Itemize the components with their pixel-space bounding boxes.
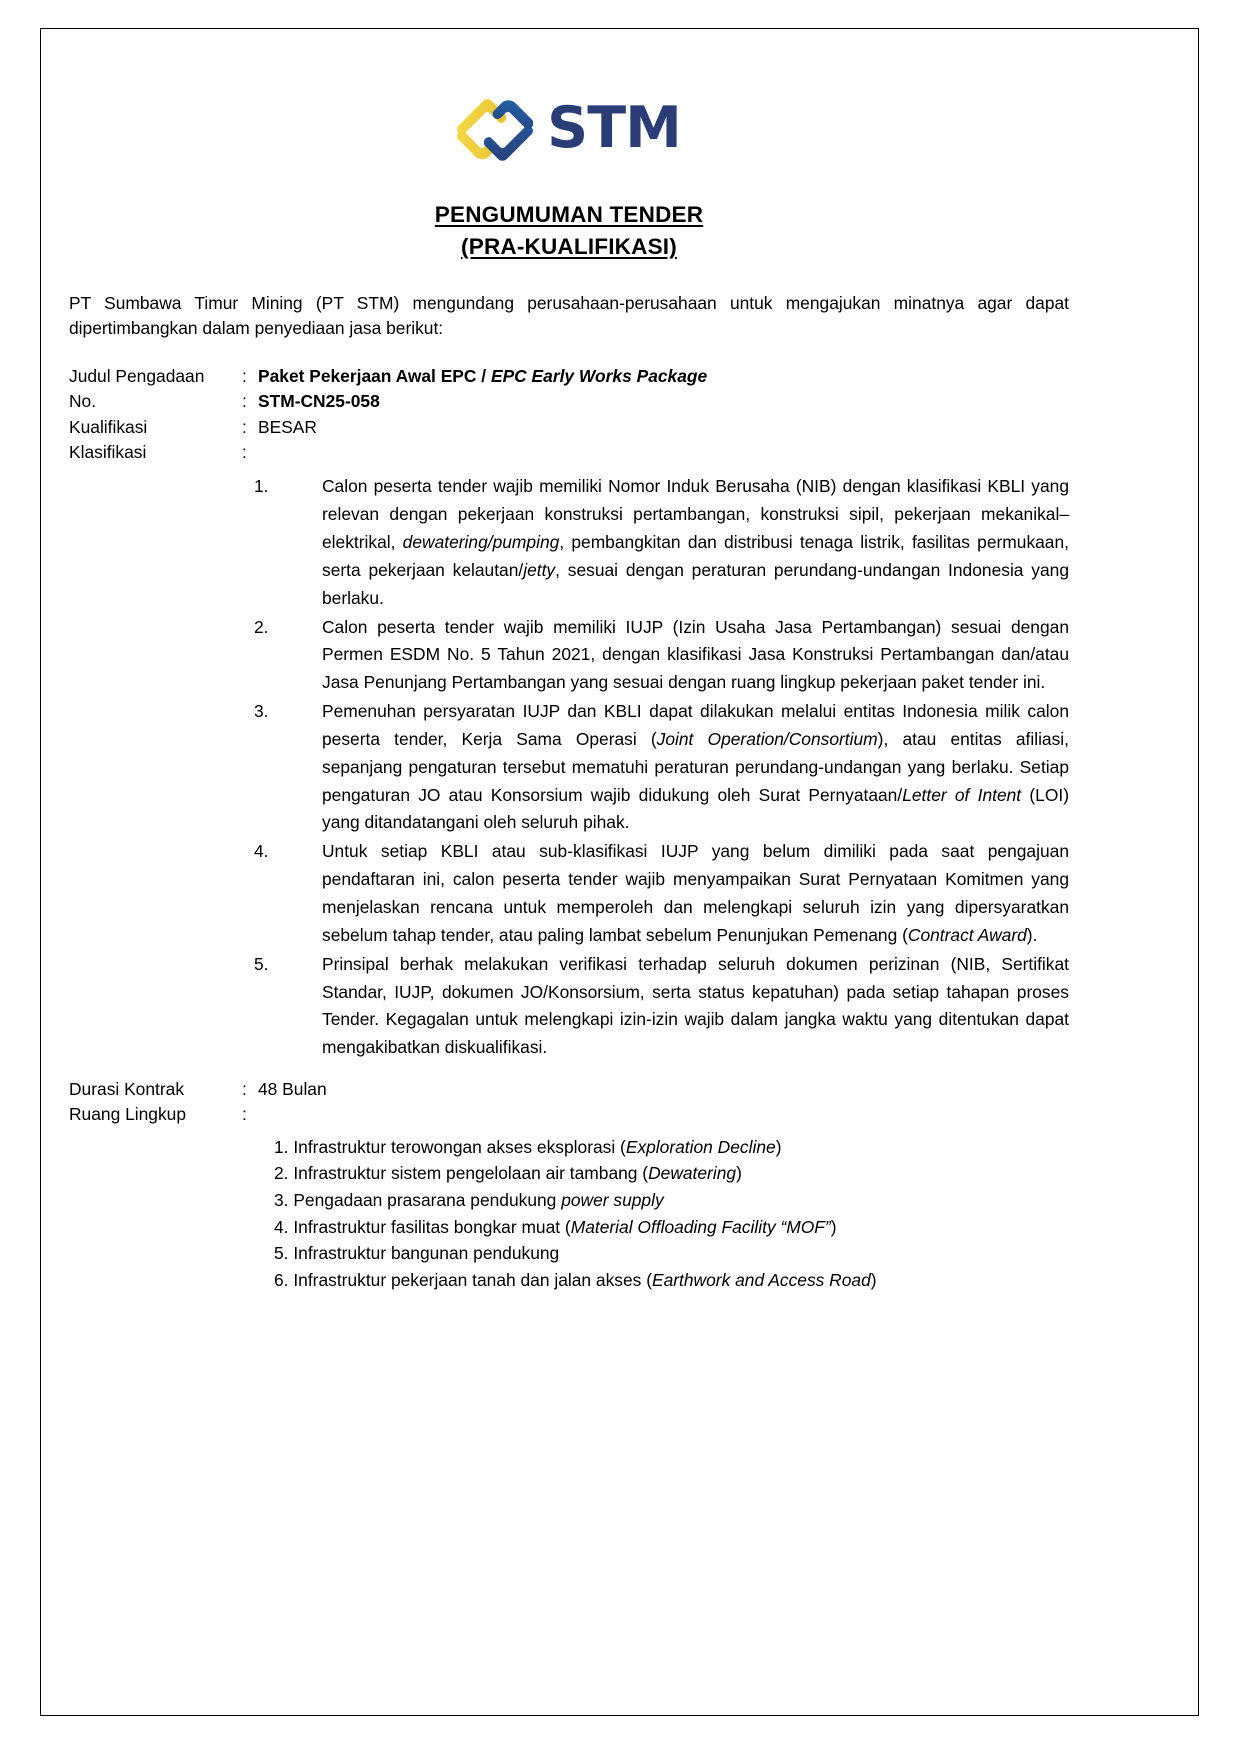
company-logo <box>69 87 1069 173</box>
scope-3-part-0: 3. Pengadaan prasarana pendukung <box>274 1190 562 1211</box>
document-page <box>40 28 1199 1716</box>
contract-details <box>69 1077 1069 1128</box>
detail-value-no: STM-CN25-058 <box>258 391 380 412</box>
detail-colon: : <box>242 1104 247 1125</box>
detail-colon: : <box>242 1079 247 1100</box>
detail-label-ruang-lingkup: Ruang Lingkup <box>69 1104 186 1125</box>
requirement-text <box>322 614 1069 698</box>
detail-row-judul <box>69 364 1069 389</box>
detail-value-kualifikasi: BESAR <box>258 416 317 437</box>
intro-paragraph: PT Sumbawa Timur Mining (PT STM) mengundang perusahaan-perusahaan untuk mengajukan minatnya agar dapat dipertimbangkan dalam penyediaan jasa berikut: <box>69 292 1069 339</box>
scope-4-part-2: ) <box>830 1216 837 1237</box>
detail-row-durasi <box>69 1077 1069 1102</box>
detail-label-durasi: Durasi Kontrak <box>69 1079 185 1100</box>
scope-2-part-1: Dewatering <box>648 1163 737 1184</box>
requirement-number: 2. <box>254 616 269 637</box>
detail-label-judul: Judul Pengadaan <box>69 365 205 386</box>
scope-item <box>274 1160 1069 1187</box>
requirement-item <box>254 614 1069 698</box>
scope-2-part-0: 2. Infrastruktur sistem pengelolaan air tambang ( <box>274 1163 649 1184</box>
requirement-4-part-2: ). <box>1026 924 1038 945</box>
requirement-3-part-1: Joint Operation/Consortium <box>656 728 878 749</box>
requirement-2-part-0: Calon peserta tender wajib memiliki IUJP (Izin Usaha Jasa Pertambangan) sesuai dengan Permen ESDM No. 5 Tahun 2021, dengan klasifikasi Jasa Konstruksi Pertambangan dan/atau Jasa Penunjang Pertambangan yang sesuai dengan ruang lingkup pekerjaan paket tender ini. <box>322 616 1069 693</box>
document-body <box>69 87 1069 1294</box>
scope-1-part-1: Exploration Decline <box>625 1136 776 1157</box>
scope-item <box>274 1187 1069 1214</box>
scope-1-part-0: 1. Infrastruktur terowongan akses eksplorasi ( <box>274 1136 626 1157</box>
detail-row-klasifikasi <box>69 440 1069 465</box>
requirement-text <box>322 473 1069 612</box>
page-title <box>69 199 1069 263</box>
detail-value-durasi: 48 Bulan <box>258 1079 327 1100</box>
page-title-line1: PENGUMUMAN TENDER <box>434 202 704 227</box>
judul-value-main: Paket Pekerjaan Awal EPC / <box>258 365 491 386</box>
detail-colon: : <box>242 391 247 412</box>
requirement-text <box>322 698 1069 837</box>
requirement-number: 1. <box>254 476 269 497</box>
scope-4-part-0: 4. Infrastruktur fasilitas bongkar muat ( <box>274 1216 571 1237</box>
scope-item <box>274 1214 1069 1241</box>
scope-1-part-2: ) <box>775 1136 782 1157</box>
requirement-1-part-2: , pembangkitan dan distribusi tenaga listrik, fasilitas permukaan, serta pekerjaan kelautan/ <box>322 532 1069 580</box>
detail-colon: : <box>242 441 247 462</box>
detail-row-no <box>69 389 1069 414</box>
requirement-text <box>322 838 1069 949</box>
requirement-number: 5. <box>254 953 269 974</box>
tender-details <box>69 364 1069 466</box>
scope-2-part-2: ) <box>736 1163 742 1184</box>
scope-4-part-1: Material Offloading Facility “MOF” <box>570 1216 831 1237</box>
requirement-item <box>254 698 1069 837</box>
logo-wordmark: STM <box>547 94 681 161</box>
requirement-1-part-1: dewatering/pumping <box>402 532 560 552</box>
detail-colon: : <box>242 416 247 437</box>
detail-row-kualifikasi <box>69 415 1069 440</box>
detail-label-kualifikasi: Kualifikasi <box>69 416 148 437</box>
requirement-4-part-1: Contract Award <box>907 924 1027 945</box>
scope-6-part-2: ) <box>870 1269 877 1290</box>
klasifikasi-requirements-list <box>254 473 1069 1062</box>
requirement-1-part-3: jetty <box>523 559 556 580</box>
scope-item <box>274 1240 1069 1267</box>
requirement-number: 4. <box>254 841 269 862</box>
scope-item <box>274 1267 1069 1294</box>
requirement-3-part-3: Letter of Intent <box>902 784 1022 805</box>
scope-of-work-list <box>274 1134 1069 1294</box>
scope-3-part-1: power supply <box>561 1190 664 1211</box>
requirement-3-part-4: (LOI) yang ditandatangani oleh seluruh pihak. <box>322 784 1069 833</box>
judul-value-english: EPC Early Works Package <box>490 365 708 386</box>
page-title-line2: (PRA-KUALIFIKASI) <box>461 233 677 259</box>
detail-label-klasifikasi: Klasifikasi <box>69 441 147 462</box>
detail-row-ruang-lingkup <box>69 1102 1069 1127</box>
scope-6-part-1: Earthwork and Access Road <box>651 1269 871 1290</box>
stm-chevron-logo-icon <box>457 92 533 168</box>
requirement-number: 3. <box>254 701 269 722</box>
detail-value-judul <box>258 364 1069 389</box>
requirement-1-part-0: Calon peserta tender wajib memiliki Nomor Induk Berusaha (NIB) dengan klasifikasi KBLI yang relevan dengan pekerjaan konstruksi pertambangan, konstruksi sipil, pekerjaan mekanikal–elektrikal, <box>322 476 1069 552</box>
detail-label-no: No. <box>69 391 97 412</box>
scope-6-part-0: 6. Infrastruktur pekerjaan tanah dan jalan akses ( <box>274 1269 652 1290</box>
scope-5-part-0: 5. Infrastruktur bangunan pendukung <box>274 1243 560 1264</box>
requirement-4-part-0: Untuk setiap KBLI atau sub-klasifikasi IUJP yang belum dimiliki pada saat pengajuan pendaftaran ini, calon peserta tender wajib menyampaikan Surat Pernyataan Komitmen yang menjelaskan rencana untuk memperoleh dan melengkapi seluruh izin yang dipersyaratkan sebelum tahap tender, atau paling lambat sebelum Penunjukan Pemenang ( <box>322 841 1069 945</box>
detail-colon: : <box>242 365 247 386</box>
scope-item <box>274 1134 1069 1161</box>
requirement-1-part-4: , sesuai dengan peraturan perundang-undangan Indonesia yang berlaku. <box>322 559 1069 608</box>
requirement-item <box>254 951 1069 1062</box>
requirement-3-part-0: Pemenuhan persyaratan IUJP dan KBLI dapat dilakukan melalui entitas Indonesia milik calon peserta tender, Kerja Sama Operasi ( <box>322 701 1069 749</box>
requirement-item <box>254 473 1069 612</box>
requirement-3-part-2: ), atau entitas afiliasi, sepanjang pengaturan tersebut mematuhi peraturan perundang-undangan yang berlaku. Setiap pengaturan JO atau Konsorsium wajib didukung oleh Surat Pernyataan/ <box>322 728 1069 805</box>
requirement-5-part-0: Prinsipal berhak melakukan verifikasi terhadap seluruh dokumen perizinan (NIB, Sertifikat Standar, IUJP, dokumen JO/Konsorsium, serta status kepatuhan) pada setiap tahapan proses Tender. Kegagalan untuk melengkapi izin-izin wajib dalam jangka waktu yang ditentukan dapat mengakibatkan diskualifikasi. <box>322 953 1069 1058</box>
requirement-text <box>322 951 1069 1062</box>
requirement-item <box>254 838 1069 949</box>
